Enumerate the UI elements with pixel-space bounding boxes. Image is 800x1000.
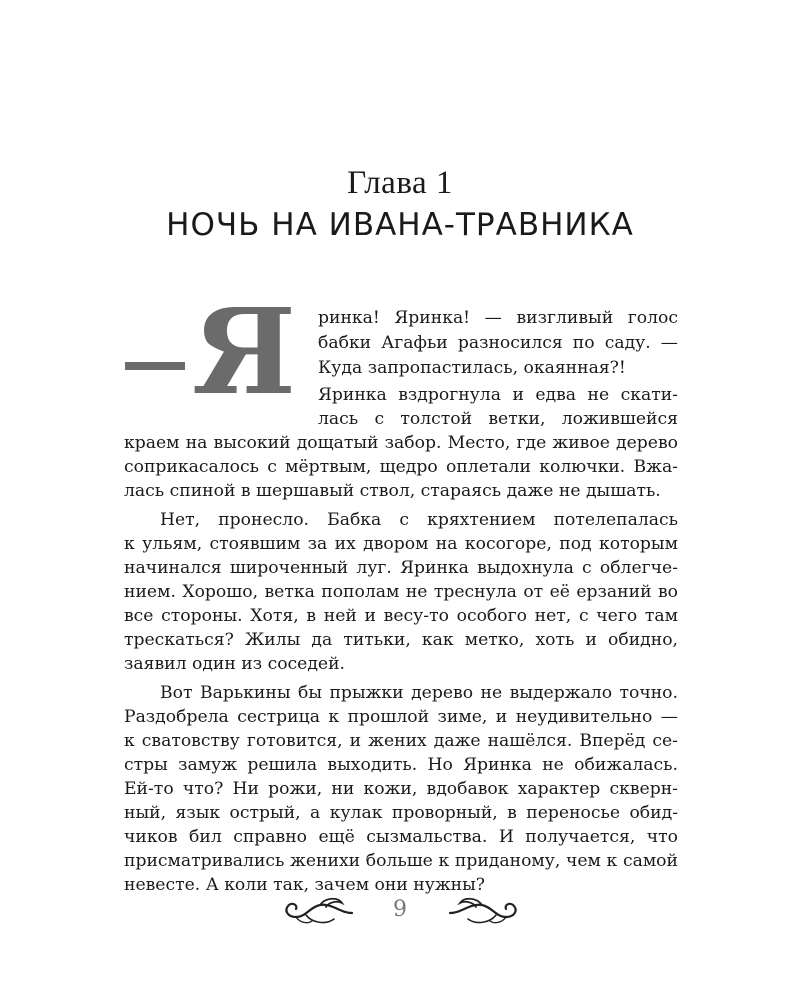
text-line: чиков бил справно ещё сызмальства. И получается, что (124, 827, 678, 847)
text-line: Вот Варькины бы прыжки дерево не выдержало точно. (160, 683, 678, 703)
text-line: лась спиной в шершавый ствол, стараясь даже не дышать. (124, 481, 661, 501)
text-line: лась с толстой ветки, ложившейся (318, 409, 678, 429)
page-footer (0, 893, 800, 933)
swirl-ornament-icon (282, 893, 354, 929)
text-line: начинался широченный луг. Яринка выдохнула с облегче- (124, 558, 678, 578)
text-line: соприкасалось с мёртвым, щедро оплетали колючки. Вжа- (124, 457, 678, 477)
text-line: Яринка вздрогнула и едва не скати- (318, 385, 678, 405)
dropcap-dash (125, 362, 185, 370)
text-line: краем на высокий дощатый забор. Место, где живое дерево (124, 433, 678, 453)
text-line: ринка! Яринка! — визгливый голос (318, 308, 678, 328)
text-line: Нет, пронесло. Бабка с кряхтением потелепалась (160, 510, 678, 530)
text-line: ный, язык острый, а кулак проворный, в переносье обид- (124, 803, 678, 823)
text-line: к ульям, стоявшим за их двором на косогоре, под которым (124, 534, 678, 554)
text-line: Раздобрела сестрица к прошлой зиме, и неудивительно — (124, 707, 678, 727)
text-line: нием. Хорошо, ветка пополам не треснула от её ерзаний во (124, 582, 678, 602)
text-line: бабки Агафьи разносился по саду. — (318, 333, 678, 353)
dropcap-letter: Я (192, 282, 297, 421)
text-line: к сватовству готовится, и жених даже нашёлся. Вперёд се- (124, 731, 678, 751)
text-line: невесте. А коли так, зачем они нужны? (124, 875, 485, 895)
text-line: Куда запропастилась, окаянная?! (318, 358, 626, 378)
page-number: 9 (393, 897, 407, 922)
chapter-label: Глава 1 (347, 165, 453, 201)
text-line: стры замуж решила выходить. Но Яринка не обижалась. (124, 755, 678, 775)
text-line: трескаться? Жилы да титьки, как метко, хоть и обидно, (124, 630, 678, 650)
text-line: присматривались женихи больше к приданому, чем к самой (124, 851, 678, 871)
text-line: заявил один из соседей. (124, 654, 346, 674)
text-line: Ей-то что? Ни рожи, ни кожи, вдобавок характер скверн- (124, 779, 678, 799)
chapter-title: НОЧЬ НА ИВАНА-ТРАВНИКА (166, 207, 634, 243)
text-line: все стороны. Хотя, в ней и весу-то особого нет, с чего там (124, 606, 678, 626)
swirl-ornament-icon (448, 893, 520, 929)
